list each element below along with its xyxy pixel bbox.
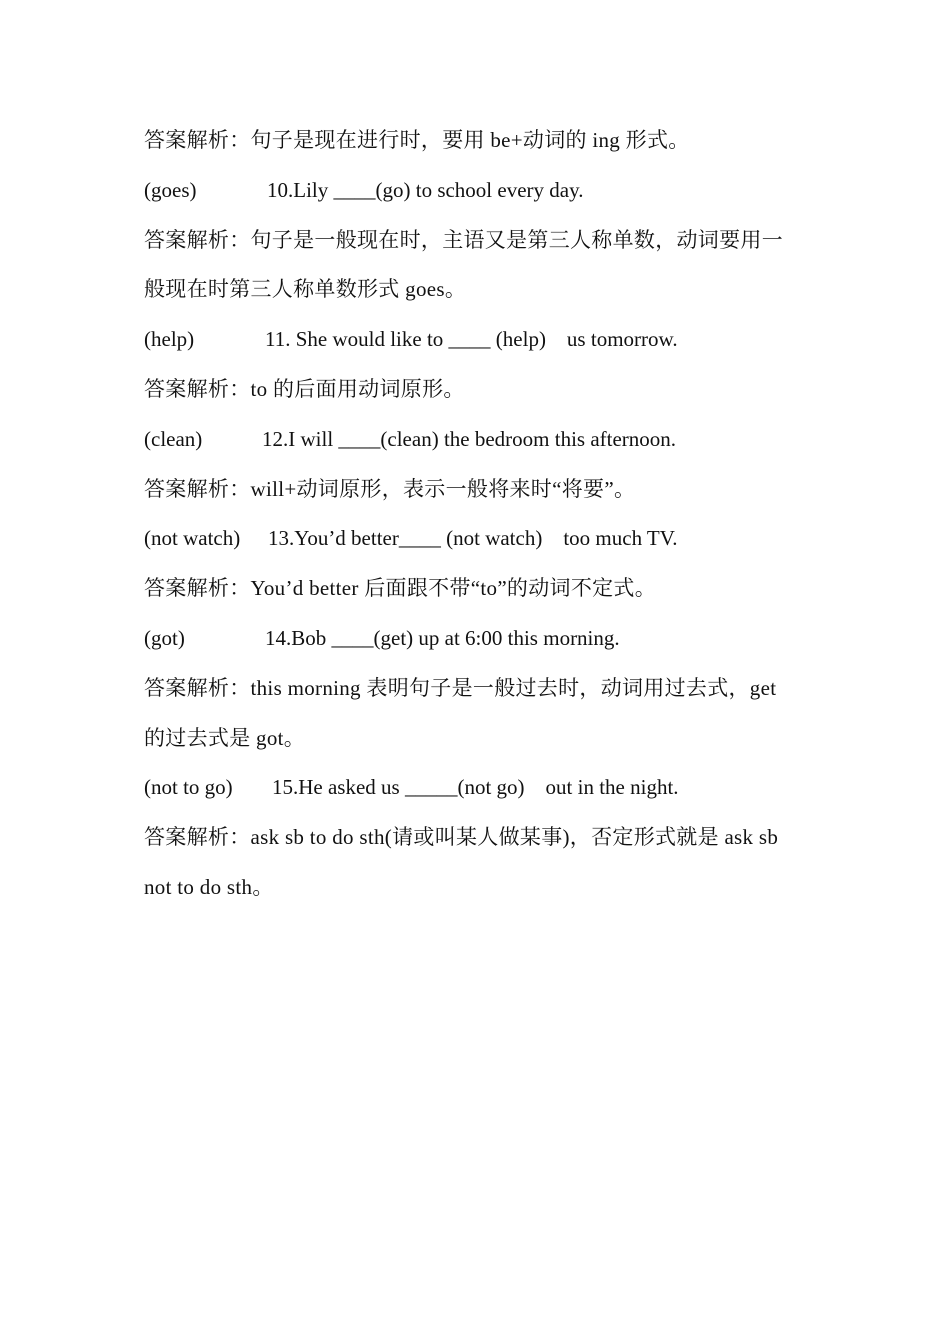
explanation-14-line-1: 答案解析：this morning 表明句子是一般过去时，动词用过去式，get: [144, 675, 777, 700]
question-11: [144, 315, 824, 365]
answer-12: (clean): [144, 426, 203, 451]
question-15-text: 15.He asked us _____(not go) out in the night.: [272, 775, 679, 800]
question-12: [144, 415, 824, 465]
question-13: [144, 514, 824, 564]
question-11-text: 11. She would like to ____ (help) us tomorrow.: [265, 327, 678, 352]
explanation-14-line-2: 的过去式是 got。: [144, 725, 306, 750]
explanation-9: 答案解析：句子是现在进行时，要用 be+动词的 ing 形式。: [144, 128, 690, 152]
answer-13: (not watch): [144, 526, 241, 551]
question-13-text: 13.You’d better____ (not watch) too much TV.: [268, 526, 678, 551]
question-15: [144, 763, 824, 813]
explanation-13: 答案解析：You’d better 后面跟不带“to”的动词不定式。: [144, 576, 657, 601]
answer-14: (got): [144, 625, 185, 650]
answer-10: (goes): [144, 177, 197, 202]
answer-15: (not to go): [144, 775, 233, 800]
explanation-10-line-1: 答案解析：句子是一般现在时，主语又是第三人称单数，动词要用一: [144, 227, 783, 252]
explanation-12: 答案解析：will+动词原形，表示一般将来时“将要”。: [144, 476, 636, 501]
question-10-text: 10.Lily ____(go) to school every day.: [267, 177, 584, 202]
question-14-text: 14.Bob ____(get) up at 6:00 this morning.: [265, 625, 620, 650]
question-14: [144, 614, 824, 664]
document-content: [144, 116, 824, 913]
explanation-10-line-2: 般现在时第三人称单数形式 goes。: [144, 277, 467, 302]
question-10: [144, 166, 824, 216]
explanation-15-line-1: 答案解析：ask sb to do sth(请或叫某人做某事)，否定形式就是 ask sb: [144, 825, 779, 850]
explanation-11: 答案解析：to 的后面用动词原形。: [144, 376, 465, 401]
answer-11: (help): [144, 327, 195, 352]
explanation-15-line-2: not to do sth。: [144, 874, 274, 899]
question-12-text: 12.I will ____(clean) the bedroom this afternoon.: [262, 426, 677, 451]
